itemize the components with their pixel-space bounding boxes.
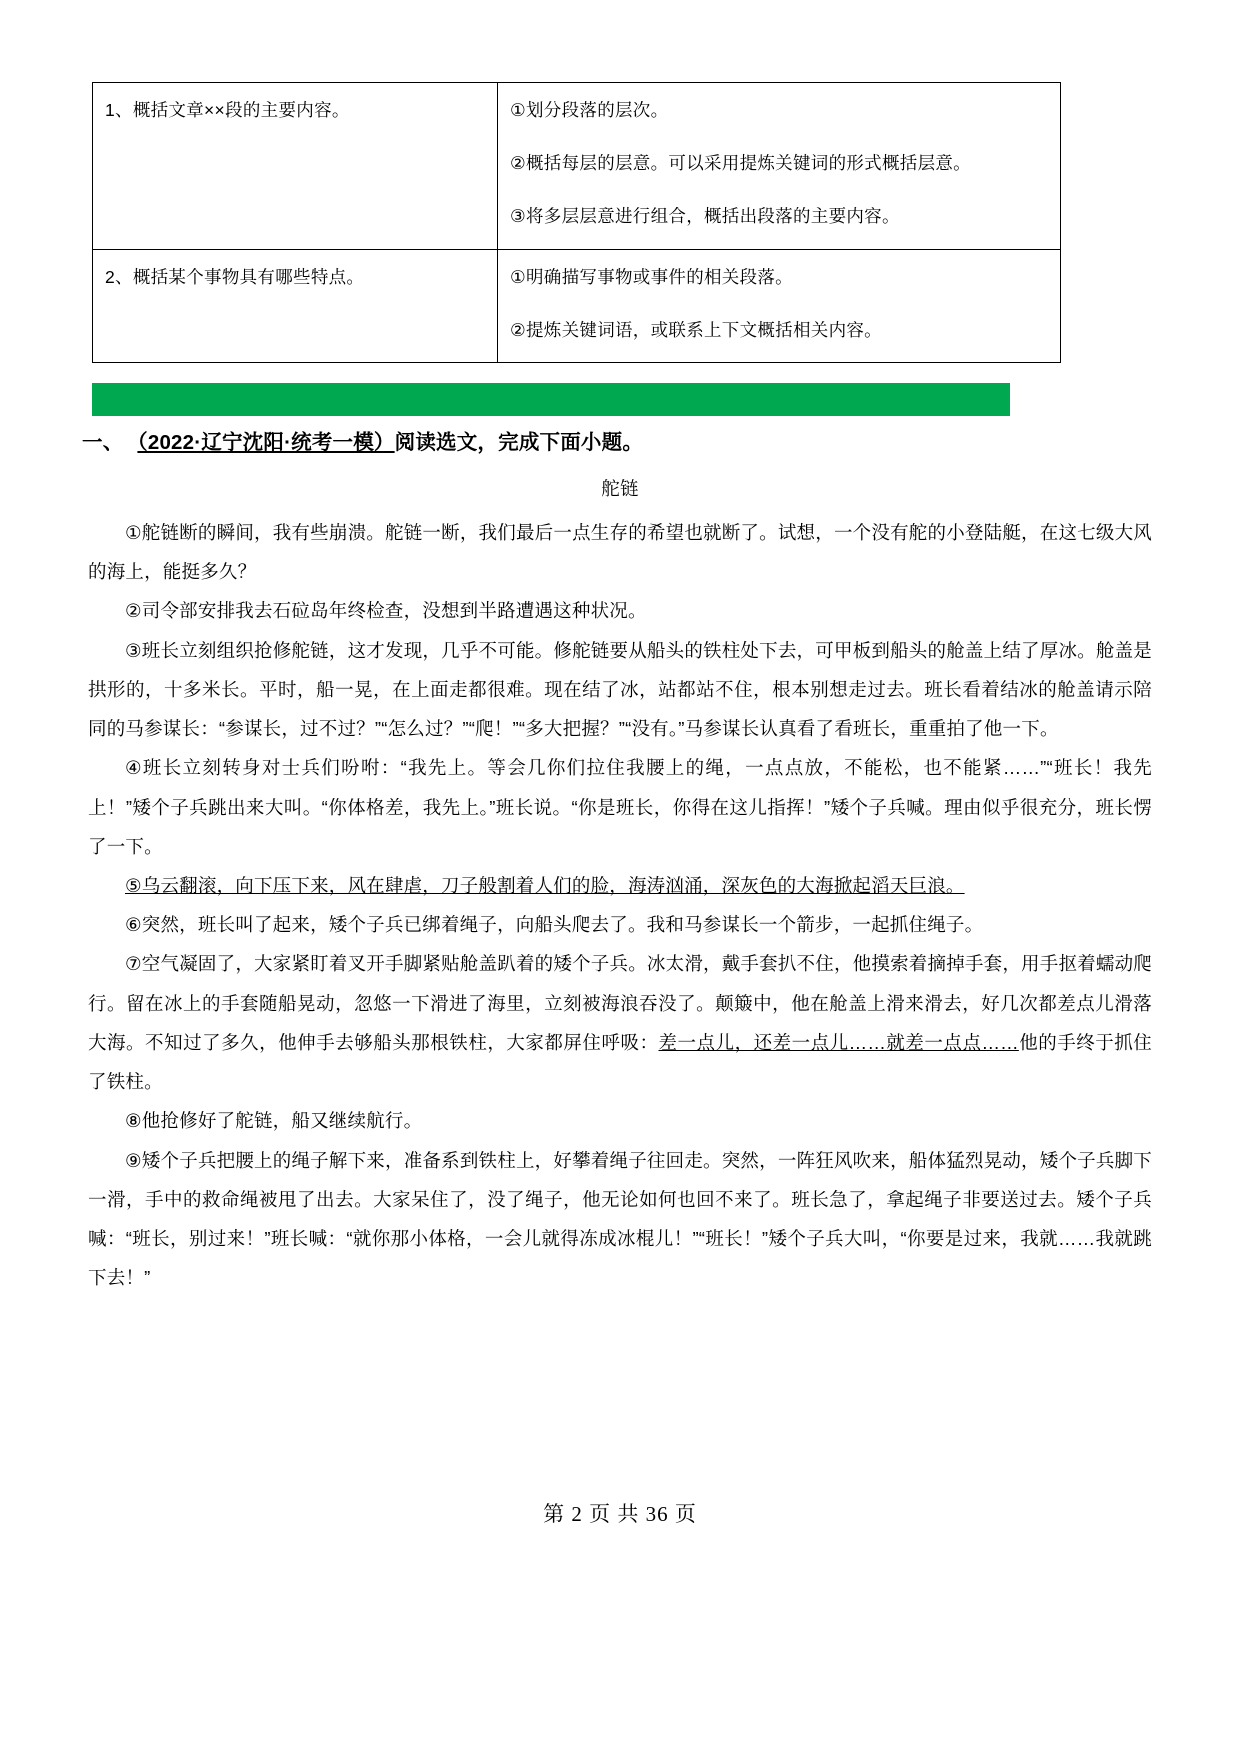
paragraph-4: ④班长立刻转身对士兵们吩咐：“我先上。等会几你们拉住我腰上的绳，一点点放，不能松，也不能紧……”“班长！我先上！”矮个子兵跳出来大叫。“你体格差，我先上。”班长说。“你是班长，你得在这儿指挥！”矮个子兵喊。理由似乎很充分，班长愣了一下。 bbox=[88, 757, 1152, 857]
section-source: （2022·辽宁沈阳·统考一模） bbox=[137, 431, 395, 454]
page-footer: 第 2 页 共 36 页 bbox=[543, 1502, 697, 1526]
section-instruction: 阅读选文，完成下面小题。 bbox=[394, 431, 644, 454]
paragraph-7 bbox=[88, 944, 1152, 1101]
table-row bbox=[93, 83, 1061, 250]
paragraph-7-suffix: 他的手终于抓住了铁柱。 bbox=[88, 1031, 1152, 1093]
green-divider-bar bbox=[92, 383, 1010, 416]
method-table-container bbox=[92, 82, 1010, 363]
article-title: 舵链 bbox=[601, 478, 639, 499]
paragraph-3: ③班长立刻组织抢修舵链，这才发现，几乎不可能。修舵链要从船头的铁柱处下去，可甲板到船头的舱盖上结了厚冰。舱盖是拱形的，十多米长。平时，船一晃，在上面走都很难。现在结了冰，站都站不住，根本别想走过去。班长看着结冰的舱盖请示陪同的马参谋长：“参谋长，过不过？”“怎么过？”“爬！”“多大把握？”“没有。”马参谋长认真看了看班长，重重拍了他一下。 bbox=[88, 639, 1152, 740]
question-text: 2、概括某个事物具有哪些特点。 bbox=[105, 266, 365, 287]
method-table bbox=[92, 82, 1061, 363]
question-text: 1、概括文章××段的主要内容。 bbox=[105, 100, 350, 120]
table-cell-answer bbox=[498, 249, 1061, 363]
table-cell-answer bbox=[498, 83, 1061, 250]
table-cell-question bbox=[93, 83, 498, 250]
answer-line: ①明确描写事物或事件的相关段落。 bbox=[510, 266, 793, 287]
paragraph-6: ⑥突然，班长叫了起来，矮个子兵已绑着绳子，向船头爬去了。我和马参谋长一个箭步，一起抓住绳子。 bbox=[125, 914, 984, 936]
answer-line: ②概括每层的层意。可以采用提炼关键词的形式概括层意。 bbox=[510, 152, 971, 173]
paragraph-2: ②司令部安排我去石砬岛年终检查，没想到半路遭遇这种状况。 bbox=[125, 600, 647, 622]
answer-line: ②提炼关键词语，或联系上下文概括相关内容。 bbox=[510, 319, 882, 340]
answer-line: ①划分段落的层次。 bbox=[510, 100, 669, 120]
paragraph-5-underlined: ⑤乌云翻滚，向下压下来，风在肆虐，刀子般割着人们的脸，海涛汹涌，深灰色的大海掀起滔天巨浪。 bbox=[125, 874, 965, 896]
paragraph-1: ①舵链断的瞬间，我有些崩溃。舵链一断，我们最后一点生存的希望也就断了。试想，一个没有舵的小登陆艇，在这七级大风的海上，能挺多久？ bbox=[88, 522, 1152, 583]
paragraph-7-prefix: ⑦空气凝固了，大家紧盯着叉开手脚紧贴舱盖趴着的矮个子兵。冰太滑，戴手套扒不住，他摸索着摘掉手套，用手抠着蠕动爬行。留在冰上的手套随船晃动，忽悠一下滑进了海里，立刻被海浪吞没了。颠簸中，他在舱盖上滑来滑去，好几次都差点儿滑落大海。不知过了多久，他伸手去够船头那根铁柱，大家都屏住呼吸： bbox=[88, 953, 1152, 1053]
table-cell-question bbox=[93, 249, 498, 363]
answer-line: ③将多层层意进行组合，概括出段落的主要内容。 bbox=[510, 205, 900, 226]
section-number: 一、 bbox=[82, 431, 124, 454]
section-heading bbox=[82, 425, 1162, 455]
paragraph-9: ⑨矮个子兵把腰上的绳子解下来，准备系到铁柱上，好攀着绳子往回走。突然，一阵狂风吹来，船体猛烈晃动，矮个子兵脚下一滑，手中的救命绳被甩了出去。大家呆住了，没了绳子，他无论如何也回不来了。班长急了，拿起绳子非要送过去。矮个子兵喊：“班长，别过来！”班长喊：“就你那小体格，一会儿就得冻成冰棍儿！”“班长！”矮个子兵大叫，“你要是过来，我就……我就跳下去！” bbox=[88, 1149, 1152, 1289]
table-row bbox=[93, 249, 1061, 363]
article-body bbox=[88, 470, 1152, 1297]
paragraph-8: ⑧他抢修好了舵链，船又继续航行。 bbox=[125, 1110, 423, 1132]
paragraph-7-underlined-part: 差一点儿，还差一点儿……就差一点点…… bbox=[658, 1031, 1019, 1053]
